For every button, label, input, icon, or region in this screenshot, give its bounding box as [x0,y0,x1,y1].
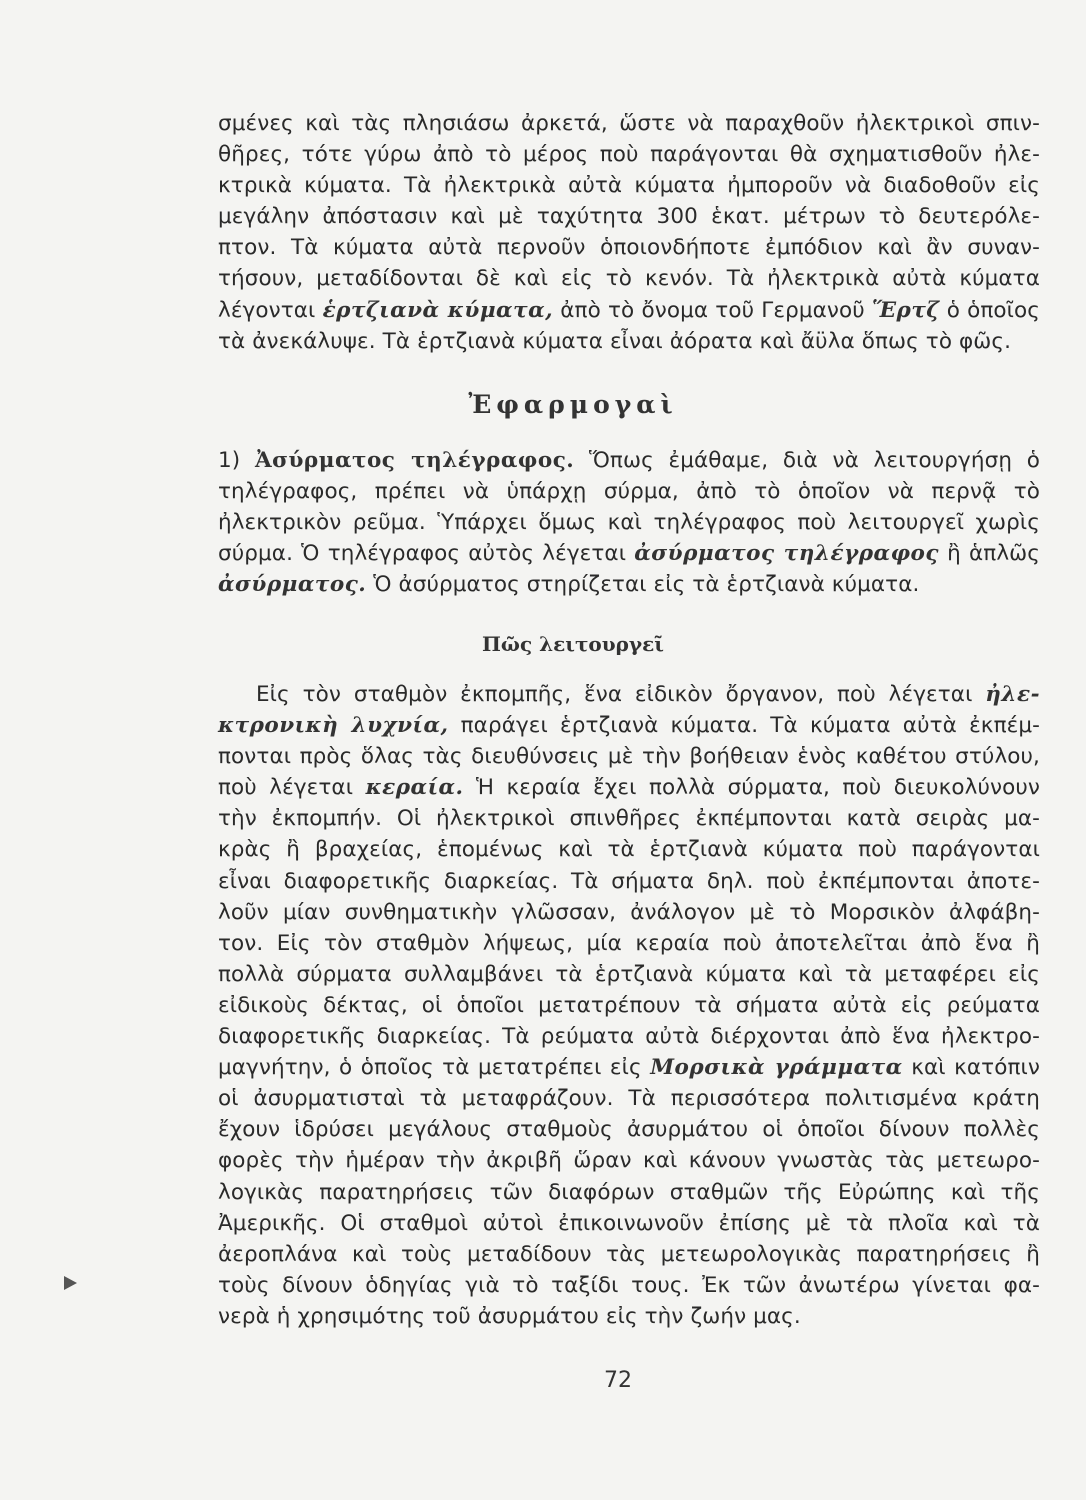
text-line: κρὰς ἢ βραχείας, ἑπομένως καὶ τὰ ἑρτζιανὰ κύματα ποὺ παράγονται [218,837,1040,863]
text-line: μεγάλην ἀπόστασιν καὶ μὲ ταχύτητα 300 ἑκατ. μέτρων τὸ δευτερόλε- [218,204,1040,230]
text-line: ἠλεκτρικὸν ρεῦμα. Ὑπάρχει ὅμως καὶ τηλέγραφος ποὺ λειτουργεῖ χωρὶς [218,510,1040,536]
text-line [218,679,1040,710]
bold-term: κτρονικὴ λυχνία, [218,713,449,739]
section-heading-applications: Ἐφαρμογαὶ [468,390,678,419]
text-line: πτον. Τὰ κύματα αὐτὰ περνοῦν ὁποιονδήποτε ἐμπόδιον καὶ ἂν συναν- [218,235,1040,261]
text-line: λογικὰς παρατηρήσεις τῶν διαφόρων σταθμῶν τῆς Εὐρώπης καὶ τῆς [218,1179,1040,1205]
text-fragment: παράγει ἑρτζιανὰ κύματα. Τὰ κύματα αὐτὰ ἐκπέμ- [448,713,1040,739]
text-fragment: καὶ κατόπιν [902,1055,1040,1081]
bold-term: ἀσύρματος. [218,572,367,598]
paragraph-wireless-telegraph [218,445,1040,600]
margin-arrow-icon [64,1276,77,1290]
text-fragment: Εἰς τὸν σταθμὸν ἐκπομπῆς, ἕνα εἰδικὸν ὄργανον, ποὺ λέγεται [256,682,986,707]
text-fragment: ὁ ὁποῖος [939,297,1041,323]
text-fragment: Ὁ ἀσύρματος στηρίζεται εἰς τὰ ἑρτζιανὰ κύματα. [366,572,920,598]
text-line: τον. Εἰς τὸν σταθμὸν λήψεως, μία κεραία ποὺ ἀποτελεῖται ἀπὸ ἕνα ἢ [218,930,1040,956]
text-line: τὴν ἐκπομπήν. Οἱ ἠλεκτρικοὶ σπινθῆρες ἐκπέμπονται κατὰ σειρὰς μα- [218,806,1040,832]
text-line: ἔχουν ἱδρύσει μεγάλους σταθμοὺς ἀσυρμάτου οἱ ὁποῖοι δίνουν πολλὲς [218,1117,1040,1143]
text-line: κτρικὰ κύματα. Τὰ ἠλεκτρικὰ αὐτὰ κύματα ἠμποροῦν νὰ διαδοθοῦν εἰς [218,173,1040,199]
text-line [218,1052,1040,1083]
bold-term: κεραία. [365,775,464,801]
text-line: πολλὰ σύρματα συλλαμβάνει τὰ ἑρτζιανὰ κύματα καὶ τὰ μεταφέρει εἰς [218,961,1040,987]
item-number: 1) [218,448,255,473]
text-fragment: Ὅπως ἐμάθαμε, διὰ νὰ λειτουργήσῃ ὁ [574,448,1040,473]
text-line: οἱ ἀσυρματισταὶ τὰ μεταφράζουν. Τὰ περισσότερα πολιτισμένα κράτη [218,1086,1040,1112]
bold-term: ἀσύρματος τηλέγραφος [634,541,939,567]
text-line: τὰ ἀνεκάλυψε. Τὰ ἑρτζιανὰ κύματα εἶναι ἀόρατα καὶ ἄϋλα ὅπως τὸ φῶς. [218,328,1012,354]
text-line [218,569,1040,600]
text-line [218,445,1040,476]
text-line: πονται πρὸς ὅλας τὰς διευθύνσεις μὲ τὴν βοήθειαν ἑνὸς καθέτου στύλου, [218,744,1040,770]
paragraph-how-it-works [218,679,1040,1332]
text-line: τηλέγραφος, πρέπει νὰ ὑπάρχῃ σύρμα, ἀπὸ τὸ ὁποῖον νὰ περνᾷ τὸ [218,479,1040,505]
text-fragment: μαγνήτην, ὁ ὁποῖος τὰ μετατρέπει εἰς [218,1055,651,1081]
text-fragment: λέγονται [218,297,323,323]
page-number: 72 [604,1368,632,1393]
text-line: Ἀμερικῆς. Οἱ σταθμοὶ αὐτοὶ ἐπικοινωνοῦν ἐπίσης μὲ τὰ πλοῖα καὶ τὰ [218,1210,1040,1236]
text-line: σμένες καὶ τὰς πλησιάσω ἀρκετά, ὥστε νὰ παραχθοῦν ἠλεκτρικοὶ σπιν- [218,111,1040,136]
text-line: τήσουν, μεταδίδονται δὲ καὶ εἰς τὸ κενόν. Τὰ ἠλεκτρικὰ αὐτὰ κύματα [218,266,1040,292]
section-heading-how-it-works: Πῶς λειτουργεῖ [482,632,664,656]
text-fragment: ποὺ λέγεται [218,775,366,801]
bold-term: ἠλε- [985,682,1040,707]
text-line: τοὺς δίνουν ὁδηγίας γιὰ τὸ ταξίδι τους. Ἐκ τῶν ἀνωτέρω γίνεται φα- [218,1272,1040,1298]
text-fragment: Ἡ κεραία ἔχει πολλὰ σύρματα, ποὺ διευκολύνουν [463,775,1041,801]
text-line [218,295,1040,326]
text-line: θῆρες, τότε γύρω ἀπὸ τὸ μέρος ποὺ παράγονται θὰ σχηματισθοῦν ἠλε- [218,142,1040,168]
text-fragment: σύρμα. Ὁ τηλέγραφος αὐτὸς λέγεται [218,541,635,567]
paragraph-1 [218,108,1040,357]
text-fragment: ἀπὸ τὸ ὄνομα τοῦ Γερμανοῦ [553,297,872,323]
text-line [218,772,1040,803]
text-line: νερὰ ἡ χρησιμότης τοῦ ἀσυρμάτου εἰς τὴν ζωήν μας. [218,1303,801,1329]
bold-term: Μορσικὰ γράμματα [650,1055,903,1081]
text-line: διαφορετικῆς διαρκείας. Τὰ ρεύματα αὐτὰ διέρχονται ἀπὸ ἕνα ἠλεκτρο- [218,1024,1040,1050]
bold-term-hertzian-waves: ἑρτζιανὰ κύματα, [322,297,554,323]
text-line [218,710,1040,741]
text-line: ἀεροπλάνα καὶ τοὺς μεταδίδουν τὰς μετεωρολογικὰς παρατηρήσεις ἢ [218,1241,1040,1267]
text-fragment: ἢ ἁπλῶς [938,541,1040,567]
text-line: εἶναι διαφορετικῆς διαρκείας. Τὰ σήματα δηλ. ποὺ ἐκπέμπονται ἀποτε- [218,868,1040,894]
text-line: εἰδικοὺς δέκτας, οἱ ὁποῖοι μετατρέπουν τὰ σήματα αὐτὰ εἰς ρεύματα [218,992,1040,1018]
bold-term-hertz: Ἕρτζ [871,297,940,323]
text-line: φορὲς τὴν ἡμέραν τὴν ἀκριβῆ ὥραν καὶ κάνουν γνωστὰς τὰς μετεωρο- [218,1148,1040,1174]
bold-term-wireless-telegraph: Ἀσύρματος τηλέγραφος. [254,448,575,473]
text-line [218,538,1040,569]
text-line: λοῦν μίαν συνθηματικὴν γλῶσσαν, ἀνάλογον μὲ τὸ Μορσικὸν ἀλφάβη- [218,899,1040,925]
